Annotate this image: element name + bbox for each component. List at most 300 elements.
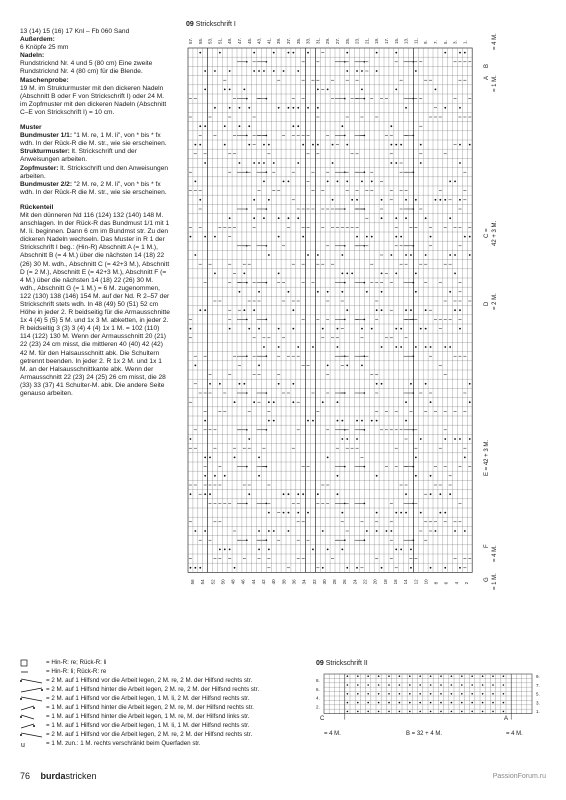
- chart1-dot-symbol: [297, 493, 299, 495]
- chart1-dot-symbol: [449, 346, 451, 348]
- chart2-dot-symbol: [367, 702, 369, 704]
- chart1-dot-symbol: [204, 493, 206, 495]
- chart1-dot-symbol: [425, 217, 427, 219]
- chart1-dot-symbol: [268, 144, 270, 146]
- chart1-dot-symbol: [454, 254, 456, 256]
- legend-row: [20, 739, 320, 748]
- chart1-dot-symbol: [356, 567, 358, 569]
- chart1-top-number: 43.: [256, 37, 262, 44]
- chart1-dot-symbol: [430, 401, 432, 403]
- bund22-para: [20, 181, 170, 197]
- chart2-dot-symbol: [451, 693, 453, 695]
- chart1-dot-symbol: [283, 512, 285, 514]
- chart1-dot-symbol: [253, 401, 255, 403]
- chart1-dot-symbol: [248, 438, 250, 440]
- chart1-dot-symbol: [258, 365, 260, 367]
- chart1-dot-symbol: [395, 273, 397, 275]
- chart1-dot-symbol: [263, 181, 265, 183]
- chart1-dot-symbol: [376, 70, 378, 72]
- chart2-dot-symbol: [357, 684, 359, 686]
- chart1-dot-symbol: [444, 346, 446, 348]
- chart1-dot-symbol: [194, 567, 196, 569]
- chart1-dot-symbol: [317, 107, 319, 109]
- chart1-top-number: 25.: [344, 37, 350, 44]
- chart1-dot-symbol: [376, 530, 378, 532]
- chart1-bottom-number: 48: [230, 579, 236, 585]
- chart2-dot-symbol: [378, 702, 380, 704]
- chart2-dot-symbol: [388, 675, 390, 677]
- chart1-dot-symbol: [449, 254, 451, 256]
- chart1-dot-symbol: [337, 346, 339, 348]
- chart1-dot-symbol: [361, 365, 363, 367]
- increase-symbol: [20, 739, 46, 748]
- chart1-top-number: 47.: [237, 37, 242, 44]
- nadeln-heading: Nadeln:: [20, 52, 45, 60]
- chart2-dot-symbol: [430, 711, 432, 713]
- chart1-dot-symbol: [268, 199, 270, 201]
- chart1-dot-symbol: [386, 530, 388, 532]
- chart1-dot-symbol: [395, 52, 397, 54]
- chart1-dot-symbol: [317, 493, 319, 495]
- chart2-dot-symbol: [388, 693, 390, 695]
- chart2-dot-symbol: [461, 702, 463, 704]
- chart1-dot-symbol: [346, 309, 348, 311]
- maschenprobe-heading: Maschenprobe:: [20, 76, 69, 84]
- legend-row: [20, 721, 320, 730]
- chart1-number: 09: [186, 21, 194, 28]
- chart1-dot-symbol: [278, 107, 280, 109]
- chart2-dot-symbol: [430, 675, 432, 677]
- chart1-dot-symbol: [435, 199, 437, 201]
- chart2-dot-symbol: [503, 711, 505, 713]
- chart2-dot-symbol: [357, 675, 359, 677]
- chart1-dot-symbol: [371, 236, 373, 238]
- chart2-dot-symbol: [430, 693, 432, 695]
- chart1-dot-symbol: [273, 401, 275, 403]
- chart2-right-number: 9.: [536, 674, 540, 679]
- legend-text: = 1 M. auf 1 Hilfsnd hinter die Arbeit legen, 2 M. re, M. der Hilfsnd rechts str.: [46, 704, 254, 711]
- legend-row: [20, 730, 320, 739]
- chart1-dot-symbol: [248, 493, 250, 495]
- chart2-dot-symbol: [347, 684, 349, 686]
- chart2-dot-symbol: [347, 675, 349, 677]
- chart1-top-number: 17.: [384, 37, 389, 44]
- chart2-dot-symbol: [461, 675, 463, 677]
- chart1-dot-symbol: [204, 70, 206, 72]
- chart1-dot-symbol: [273, 530, 275, 532]
- chart2-dot-symbol: [471, 675, 473, 677]
- chart2-label-b: B = 32 + 4 M.: [406, 731, 443, 737]
- chart1-dot-symbol: [234, 401, 236, 403]
- chart1-title: [186, 21, 236, 28]
- chart1-top-number: 57.: [188, 37, 193, 44]
- chart1-dot-symbol: [415, 273, 417, 275]
- nadeln-text: Rundstricknd Nr. 4 und 5 (80 cm) Eine zweite Rundstricknd Nr. 4 (80 cm) für die Blende.: [20, 60, 153, 76]
- chart1-dot-symbol: [214, 273, 216, 275]
- chart1-dot-symbol: [341, 273, 343, 275]
- chart2-number: 09: [316, 660, 324, 667]
- chart1-dot-symbol: [327, 181, 329, 183]
- chart1-dot-symbol: [449, 181, 451, 183]
- chart1-dot-symbol: [268, 401, 270, 403]
- chart1-dot-symbol: [395, 162, 397, 164]
- chart1-dot-symbol: [356, 70, 358, 72]
- chart1-dot-symbol: [469, 236, 471, 238]
- instructions-column: [20, 28, 170, 398]
- chart1-dot-symbol: [199, 199, 201, 201]
- chart2-dot-symbol: [482, 675, 484, 677]
- chart1-dot-symbol: [361, 181, 363, 183]
- chart1-dot-symbol: [204, 89, 206, 91]
- chart1-dot-symbol: [390, 125, 392, 127]
- chart1-bottom-number: 16: [393, 579, 398, 585]
- chart1-dot-symbol: [288, 493, 290, 495]
- chart1-dot-symbol: [381, 346, 383, 348]
- brand-rest: stricken: [65, 771, 97, 781]
- chart1-label-b-val: = 4 M.: [492, 33, 498, 50]
- chart1-dot-symbol: [439, 512, 441, 514]
- chart2-title-text: Strickschrift II: [325, 660, 368, 667]
- chart1-dot-symbol: [395, 328, 397, 330]
- chart1-dot-symbol: [263, 217, 265, 219]
- chart1-dot-symbol: [400, 236, 402, 238]
- chart1-dot-symbol: [444, 52, 446, 54]
- chart1-dot-symbol: [288, 181, 290, 183]
- chart2-dot-symbol: [409, 711, 411, 713]
- chart1-dot-symbol: [430, 236, 432, 238]
- chart1-dot-symbol: [415, 199, 417, 201]
- chart1-dot-symbol: [312, 144, 314, 146]
- chart1-bottom-number: 2: [464, 581, 470, 585]
- chart2-dot-symbol: [492, 702, 494, 704]
- dash-symbol: [20, 667, 46, 676]
- chart1-top-number: 55.: [197, 37, 203, 44]
- chart1-dot-symbol: [469, 438, 471, 440]
- chart2-left-number: 4.: [316, 695, 320, 701]
- legend-row: [20, 676, 320, 685]
- chart1-bottom-number: 52: [210, 579, 216, 585]
- chart2-dot-symbol: [482, 693, 484, 695]
- chart1-bottom-number: 34: [301, 579, 307, 585]
- chart1-dot-symbol: [395, 549, 397, 551]
- chart2-dot-symbol: [471, 684, 473, 686]
- chart1-dot-symbol: [346, 567, 348, 569]
- chart1-dot-symbol: [459, 328, 461, 330]
- chart2-dot-symbol: [399, 684, 401, 686]
- chart1-dot-symbol: [381, 199, 383, 201]
- legend-text: = Hin-R: re; Rück-R: li: [46, 659, 107, 666]
- chart1-dot-symbol: [204, 420, 206, 422]
- chart1-bottom-number: 32: [311, 579, 317, 585]
- chart2-dot-symbol: [399, 693, 401, 695]
- chart1-dot-symbol: [258, 530, 260, 532]
- chart2-dot-symbol: [503, 684, 505, 686]
- chart1-dot-symbol: [204, 457, 206, 459]
- bund11-text: "1 M. re, 1 M. li", von * bis * fx wdh. In der Rück-R die M. str., wie sie erscheinen.: [20, 132, 167, 148]
- chart1-dot-symbol: [292, 401, 294, 403]
- chart2-dot-symbol: [471, 711, 473, 713]
- chart1-dot-symbol: [273, 162, 275, 164]
- chart2-dot-symbol: [388, 684, 390, 686]
- chart1-dot-symbol: [214, 236, 216, 238]
- cable-1-1-right-symbol: [20, 721, 46, 730]
- chart2-dot-symbol: [419, 702, 421, 704]
- symbol-legend: [20, 658, 320, 748]
- chart1-top-number: 51.: [217, 37, 223, 44]
- chart1-dot-symbol: [278, 328, 280, 330]
- chart2-dot-symbol: [430, 684, 432, 686]
- chart2-dot-symbol: [367, 693, 369, 695]
- chart1-bottom-number: 8: [433, 581, 439, 585]
- chart1-top-number: 3.: [452, 40, 458, 44]
- chart1-dot-symbol: [410, 254, 412, 256]
- chart1-dot-symbol: [307, 512, 309, 514]
- chart1-bottom-number: 46: [240, 579, 246, 585]
- chart1-dot-symbol: [454, 438, 456, 440]
- chart1-dot-symbol: [400, 512, 402, 514]
- chart2-dot-symbol: [440, 693, 442, 695]
- chart1-dot-symbol: [253, 217, 255, 219]
- chart1-dot-symbol: [449, 217, 451, 219]
- chart1-dot-symbol: [415, 70, 417, 72]
- chart1-dot-symbol: [292, 328, 294, 330]
- chart1-dot-symbol: [420, 438, 422, 440]
- chart2-dot-symbol: [461, 684, 463, 686]
- chart2-dot-symbol: [409, 684, 411, 686]
- chart2-dot-symbol: [440, 702, 442, 704]
- legend-text: = Hin-R: li; Rück-R: re: [46, 668, 107, 675]
- watermark: PassionForum.ru: [492, 773, 546, 780]
- chart1-dot-symbol: [297, 107, 299, 109]
- chart1-dot-symbol: [190, 567, 192, 569]
- chart2-dot-symbol: [378, 684, 380, 686]
- chart1-dot-symbol: [234, 457, 236, 459]
- chart1-dot-symbol: [395, 144, 397, 146]
- struktur-heading: Strukturmuster:: [20, 148, 70, 156]
- chart1-dot-symbol: [459, 567, 461, 569]
- chart1-dot-symbol: [395, 89, 397, 91]
- chart2-dot-symbol: [388, 702, 390, 704]
- chart1-dot-symbol: [400, 144, 402, 146]
- chart2-label-a: A: [504, 716, 509, 722]
- chart1-dot-symbol: [258, 328, 260, 330]
- chart1-dot-symbol: [337, 475, 339, 477]
- chart1-dot-symbol: [464, 52, 466, 54]
- chart1-dot-symbol: [278, 273, 280, 275]
- chart1-dot-symbol: [469, 254, 471, 256]
- legend-text: = 1 M. auf 1 Hilfsnd vor die Arbeit legen, 1 M. li, 1 M. der Hilfsnd rechts str.: [46, 722, 250, 729]
- chart1-dot-symbol: [415, 346, 417, 348]
- bund11-para: [20, 132, 170, 148]
- chart2-left-number: 8.: [316, 678, 320, 683]
- chart1-dot-symbol: [258, 457, 260, 459]
- chart1-dot-symbol: [405, 107, 407, 109]
- chart1-dot-symbol: [283, 493, 285, 495]
- chart1-dot-symbol: [190, 438, 192, 440]
- chart2-dot-symbol: [357, 711, 359, 713]
- legend-row: [20, 685, 320, 694]
- bund22-heading: Bundmuster 2/2:: [20, 180, 73, 188]
- chart1-dot-symbol: [449, 493, 451, 495]
- chart1-title-text: Strickschrift I: [195, 21, 236, 28]
- chart1-label-c-val: 42 + 3 M.: [492, 220, 498, 246]
- chart1-dot-symbol: [410, 549, 412, 551]
- chart1-dot-symbol: [410, 567, 412, 569]
- chart1-dot-symbol: [420, 162, 422, 164]
- chart1-dot-symbol: [312, 346, 314, 348]
- chart2-dot-symbol: [388, 711, 390, 713]
- chart1-dot-symbol: [366, 530, 368, 532]
- chart1-dot-symbol: [288, 291, 290, 293]
- chart1-top-number: 53.: [207, 37, 213, 44]
- chart1-dot-symbol: [430, 346, 432, 348]
- chart1-dot-symbol: [248, 107, 250, 109]
- chart1-dot-symbol: [395, 512, 397, 514]
- chart1-dot-symbol: [366, 236, 368, 238]
- chart1-dot-symbol: [425, 383, 427, 385]
- cable-right-2-2-symbol: [20, 676, 46, 685]
- chart1-dot-symbol: [273, 70, 275, 72]
- chart2-dot-symbol: [471, 702, 473, 704]
- chart1-dot-symbol: [248, 125, 250, 127]
- chart1-dot-symbol: [464, 530, 466, 532]
- chart2-label-a-val: = 4 M.: [506, 731, 523, 737]
- chart1-dot-symbol: [337, 328, 339, 330]
- chart1-dot-symbol: [341, 438, 343, 440]
- legend-text: = 2 M. auf 1 Hilfsnd hinter die Arbeit legen, 2 M. re, 2 M. der Hilfsnd rechts str.: [46, 686, 260, 693]
- knitting-chart-2: [316, 670, 546, 720]
- chart1-top-number: 45.: [246, 37, 252, 44]
- chart1-dot-symbol: [317, 291, 319, 293]
- chart2-dot-symbol: [409, 702, 411, 704]
- chart1-dot-symbol: [273, 420, 275, 422]
- legend-row: [20, 712, 320, 721]
- chart2-dot-symbol: [367, 684, 369, 686]
- chart1-dot-symbol: [297, 125, 299, 127]
- legend-text: = 1 M. zun.: 1 M. rechts verschränkt beim Querfaden str.: [46, 740, 201, 747]
- chart1-dot-symbol: [439, 199, 441, 201]
- chart1-label-c: C =: [484, 228, 490, 238]
- chart1-dot-symbol: [405, 309, 407, 311]
- chart1-dot-symbol: [322, 328, 324, 330]
- chart2-dot-symbol: [482, 684, 484, 686]
- chart1-dot-symbol: [459, 144, 461, 146]
- chart1-dot-symbol: [346, 438, 348, 440]
- chart1-dot-symbol: [346, 70, 348, 72]
- chart2-dot-symbol: [461, 711, 463, 713]
- chart2-dot-symbol: [419, 675, 421, 677]
- chart1-dot-symbol: [400, 549, 402, 551]
- chart1-dot-symbol: [361, 328, 363, 330]
- chart1-dot-symbol: [288, 52, 290, 54]
- chart1-dot-symbol: [346, 52, 348, 54]
- chart1-dot-symbol: [239, 162, 241, 164]
- chart1-bottom-number: 20: [372, 579, 378, 585]
- chart1-dot-symbol: [239, 125, 241, 127]
- legend-text: = 2 M. auf 1 Hilfsnd vor die Arbeit legen, 2 M. re, 2 M. der Hilfsnd rechts str.: [46, 731, 253, 738]
- chart1-top-number: 33.: [305, 37, 311, 44]
- chart2-dot-symbol: [357, 693, 359, 695]
- chart1-dot-symbol: [454, 530, 456, 532]
- chart1-dot-symbol: [190, 236, 192, 238]
- chart1-dot-symbol: [204, 125, 206, 127]
- chart1-dot-symbol: [337, 420, 339, 422]
- chart2-dot-symbol: [451, 675, 453, 677]
- chart2-dot-symbol: [492, 684, 494, 686]
- chart1-dot-symbol: [253, 199, 255, 201]
- chart1-dot-symbol: [346, 273, 348, 275]
- chart1-dot-symbol: [194, 144, 196, 146]
- chart1-dot-symbol: [288, 217, 290, 219]
- chart1-dot-symbol: [263, 162, 265, 164]
- chart2-dot-symbol: [399, 675, 401, 677]
- chart1-bottom-number: 28: [332, 579, 338, 585]
- chart1-dot-symbol: [356, 420, 358, 422]
- chart1-dot-symbol: [346, 144, 348, 146]
- chart1-dot-symbol: [415, 291, 417, 293]
- chart1-dot-symbol: [307, 254, 309, 256]
- chart1-dot-symbol: [469, 401, 471, 403]
- chart1-dot-symbol: [337, 181, 339, 183]
- chart1-dot-symbol: [415, 457, 417, 459]
- page-footer: [20, 771, 97, 781]
- chart1-top-number: 23.: [354, 37, 360, 44]
- chart1-dot-symbol: [268, 549, 270, 551]
- knitting-chart-1: [186, 32, 476, 592]
- chart1-dot-symbol: [410, 309, 412, 311]
- chart1-dot-symbol: [371, 181, 373, 183]
- chart1-dot-symbol: [253, 162, 255, 164]
- chart2-right-number: 1.: [536, 709, 540, 715]
- chart2-dot-symbol: [461, 693, 463, 695]
- chart1-dot-symbol: [444, 512, 446, 514]
- chart1-dot-symbol: [346, 181, 348, 183]
- chart2-label-c-val: = 4 M.: [324, 731, 341, 737]
- chart1-label-b: B: [484, 63, 490, 68]
- chart1-dot-symbol: [263, 346, 265, 348]
- chart2-dot-symbol: [482, 702, 484, 704]
- legend-row: [20, 703, 320, 712]
- chart1-dot-symbol: [224, 125, 226, 127]
- chart1-top-number: 21.: [364, 37, 370, 44]
- chart1-dot-symbol: [341, 125, 343, 127]
- chart1-top-number: 19.: [374, 37, 380, 44]
- chart1-dot-symbol: [371, 420, 373, 422]
- chart1-dot-symbol: [366, 291, 368, 293]
- zopf-para: [20, 165, 170, 181]
- chart1-dot-symbol: [361, 70, 363, 72]
- chart1-dot-symbol: [268, 420, 270, 422]
- chart1-dot-symbol: [199, 52, 201, 54]
- chart1-dot-symbol: [395, 236, 397, 238]
- chart1-dot-symbol: [405, 493, 407, 495]
- chart1-dot-symbol: [405, 512, 407, 514]
- cable-2-2-purl-symbol: [20, 730, 46, 739]
- chart1-dot-symbol: [229, 217, 231, 219]
- ruecken-heading: Rückenteil: [20, 203, 54, 211]
- chart1-dot-symbol: [288, 512, 290, 514]
- chart1-dot-symbol: [464, 457, 466, 459]
- chart2-dot-symbol: [503, 675, 505, 677]
- chart2-dot-symbol: [451, 711, 453, 713]
- chart1-bottom-number: 6: [443, 581, 449, 585]
- chart1-dot-symbol: [283, 70, 285, 72]
- chart1-dot-symbol: [405, 217, 407, 219]
- chart1-dot-symbol: [219, 549, 221, 551]
- chart1-dot-symbol: [322, 567, 324, 569]
- chart2-dot-symbol: [503, 693, 505, 695]
- chart1-dot-symbol: [194, 365, 196, 367]
